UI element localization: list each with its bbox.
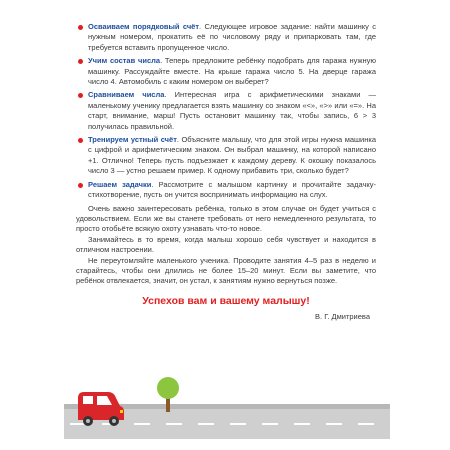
tree-icon (157, 377, 179, 412)
item-heading: Решаем задачки (88, 179, 152, 189)
list-item (76, 56, 376, 87)
item-text: . Интересная игра с арифметическими знаками — маленькому ученику предлагается взять машинку со знаком «<», «>» или «=». На старт, внимание, марш! Пусть остановит машинку так, чтобы запись, 6 > 3 получилась правильной. (88, 90, 376, 131)
item-heading: Тренируем устный счёт (88, 135, 177, 145)
list-item (76, 22, 376, 53)
bullet-dot (78, 59, 83, 64)
red-van-icon (78, 392, 124, 426)
body-paragraph: Занимайтесь в то время, когда малыш хорошо себя чувствует и находится в отличном настроении. (76, 234, 376, 255)
item-text: . Объясните малышу, что для этой игры нужна машинка с цифрой и арифметическим знаком. Он выбрал машинку, на которой написано +1. Отлично! Теперь пусть подъезжает к каждому дереву. К окошку показалось число 3 — устно решаем пример. К одному прибавить три, сколько будет? (88, 135, 376, 176)
item-heading: Осваиваем порядковый счёт (88, 22, 200, 31)
bullet-dot (78, 138, 83, 143)
body-paragraph: Очень важно заинтересовать ребёнка, только в этом случае он будет учиться с удовольствием. Если же вы станете требовать от него немедленного результата, то просто отобьёте всякую охоту узнавать что-то новое. (76, 203, 376, 234)
book-page (64, 0, 390, 450)
item-text: . Теперь предложите ребёнку подобрать для гаража нужную машинку. Рассуждайте вместе. На крыше гаража число 5. На дверце гаража число 4. Автомобиль с каким номером он выберет? (88, 56, 377, 87)
bullet-dot (78, 183, 83, 188)
body-paragraph: Не переутомляйте маленького ученика. Проводите занятия 4–5 раз в неделю и старайтесь, чтобы они длились не более 15–20 минут. Если вы заметите, что ребёнок отвлекается, значит, он устал, к занятиям нужно вернуться позже. (76, 255, 376, 286)
author-signature: В. Г. Дмитриева (315, 312, 370, 322)
item-heading: Сравниваем числа (88, 90, 165, 100)
slogan-heading: Успехов вам и вашему малышу! (142, 294, 310, 307)
item-text: . Рассмотрите с малышом картинку и прочитайте задачку-стихотворение, пусть он учится воспринимать информацию на слух. (88, 179, 376, 200)
text-column (76, 22, 376, 323)
road-illustration (64, 360, 390, 430)
bullet-dot (78, 93, 83, 98)
bullet-dot (78, 25, 83, 30)
list-item (76, 90, 376, 132)
list-item (76, 135, 376, 177)
list-item (76, 180, 376, 201)
item-text: . Следующее игровое задание: найти машинку с нужным номером, прокатить её по числовому ряду и припарковать там, где требуется вставить пропущенное число. (88, 22, 376, 52)
item-heading: Учим состав числа (88, 56, 161, 66)
